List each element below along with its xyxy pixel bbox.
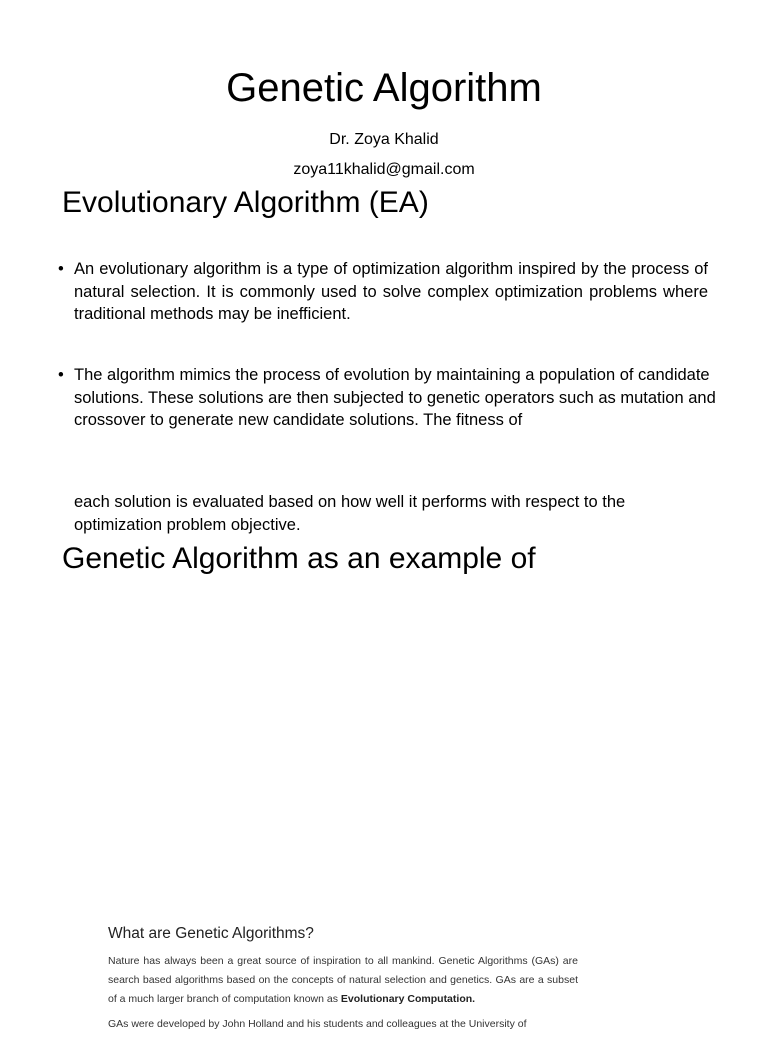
author-name: Dr. Zoya Khalid (329, 131, 439, 148)
embedded-bold-term: Evolutionary Computation. (340, 993, 476, 1005)
bullet-text: The algorithm mimics the process of evolution by maintaining a population of candidate solutions. These solutions are then subjected to genetic operators such as mutation and crossover to generate new candidate solutions. The fitness of (74, 366, 716, 429)
bullet-item-process (58, 364, 718, 432)
embedded-paragraph (108, 952, 578, 1009)
bullet-icon: • (58, 260, 64, 278)
bullet-continuation-text: each solution is evaluated based on how well it performs with respect to the optimization problem objective. (74, 493, 626, 534)
author-email: zoya11khalid@gmail.com (293, 161, 475, 178)
section-heading-genetic-algorithm: Genetic Algorithm as an example of (62, 542, 536, 575)
section-heading-evolutionary-algorithm: Evolutionary Algorithm (EA) (62, 186, 429, 219)
embedded-document-excerpt (108, 920, 578, 1040)
embedded-heading: What are Genetic Algorithms? (108, 925, 314, 942)
embedded-paragraph: GAs were developed by John Holland and his students and colleagues at the University of (108, 1018, 527, 1030)
bullet-icon: • (58, 366, 64, 384)
bullet-text: An evolutionary algorithm is a type of optimization algorithm inspired by the process of natural selection. It is commonly used to solve complex optimization problems where traditional methods may be inefficient. (74, 260, 708, 323)
bullet-item-definition (58, 258, 708, 326)
document-title: Genetic Algorithm (226, 66, 542, 110)
embedded-paragraph-text: Nature has always been a great source of inspiration to all mankind. Genetic Algorithms (GAs) are search based algorithms based on the concepts of natural selection and genetics. GAs are a subset of a much larger branch of computation known as (108, 955, 578, 1005)
